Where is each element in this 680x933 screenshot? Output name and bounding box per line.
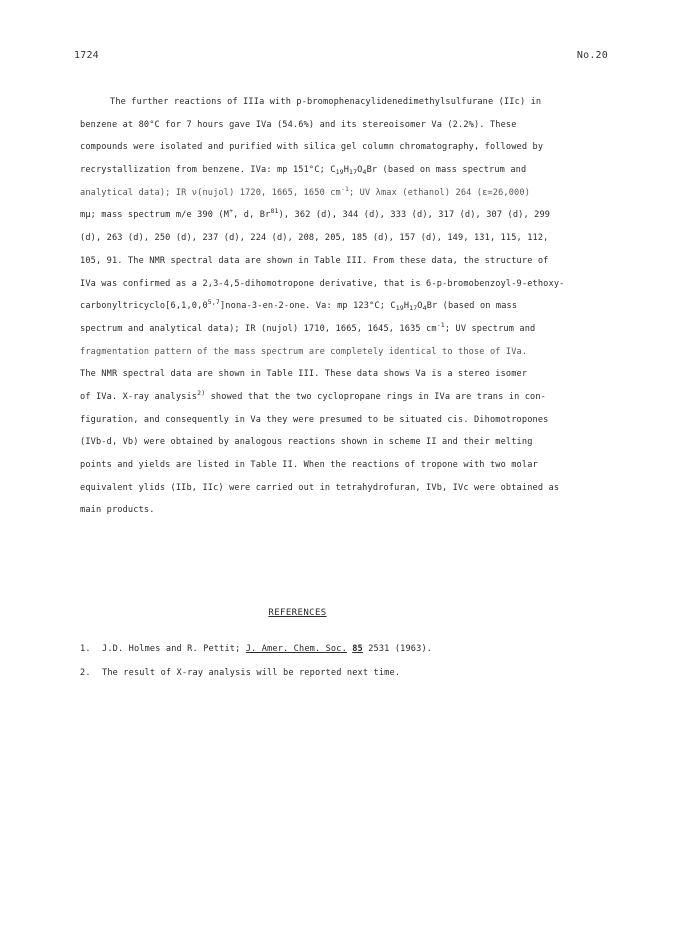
issue-number: No.20 bbox=[576, 50, 608, 61]
text-line: 105, 91. The NMR spectral data are shown in Table III. From these data, the structure of bbox=[80, 255, 549, 266]
text-line: figuration, and consequently in Va they were presumed to be situated cis. Dihomotropones bbox=[80, 414, 549, 425]
text-line: The further reactions of IIIa with p-bromophenacylidenedimethylsulfurane (IIc) in bbox=[110, 97, 542, 107]
text-line: benzene at 80°C for 7 hours gave IVa (54.6%) and its stereoisomer Va (2.2%). These bbox=[80, 119, 517, 130]
text-line: analytical data); IR ν(nujol) 1720, 1665, 1650 $cm^{-1}$; UV λmax (ethanol) 264 (ε=26,000) bbox=[80, 184, 531, 198]
text-line: main products. bbox=[80, 505, 155, 516]
text-line: points and yields are listed in Table II. When the reactions of tropone with two molar bbox=[80, 460, 538, 470]
text-line: equivalent ylids (IIb, IIc) were carried out in tetrahydrofuran, IVb, IVc were obtained as bbox=[80, 482, 560, 493]
body-paragraph bbox=[80, 91, 600, 522]
text-line: IVa was confirmed as a 2,3-4,5-dihomotropone derivative, that is 6-p-bromobenzoyl-9-ethoxy- bbox=[80, 278, 565, 289]
text-line: spectrum and analytical data); IR (nujol) 1710, 1665, 1645, 1635 $cm^{-1}$; UV spectrum and bbox=[80, 320, 536, 334]
journal-volume: 85 bbox=[352, 644, 363, 654]
page-number: 1724 bbox=[74, 50, 99, 61]
text-line: (IVb-d, Vb) were obtained by analogous reactions shown in scheme II and their melting bbox=[80, 437, 533, 448]
text-line: compounds were isolated and purified with silica gel column chromatography, followed by bbox=[80, 142, 544, 153]
text-line: of IVa. X-ray analysis$^{2)}$ showed that the two cyclopropane rings in IVa are trans in con- bbox=[80, 388, 547, 402]
reference-item: 1. J.D. Holmes and R. Pettit; J. Amer. Chem. Soc. 85 2531 (1963). bbox=[80, 644, 433, 654]
reference-item: 2. The result of X-ray analysis will be reported next time. bbox=[80, 668, 401, 678]
journal-name: J. Amer. Chem. Soc. bbox=[245, 644, 347, 654]
text-line: (d), 263 (d), 250 (d), 237 (d), 224 (d), 208, 205, 185 (d), 157 (d), 149, 131, 115, 112, bbox=[80, 233, 549, 244]
text-line: mμ; mass spectrum m/e 390 (M+, d, Br$^{81}$), 362 (d), 344 (d), 333 (d), 317 (d), 307 (d), 299 bbox=[80, 207, 551, 221]
text-line: The NMR spectral data are shown in Table III. These data shows Va is a stereo isomer bbox=[80, 369, 528, 380]
text-line: fragmentation pattern of the mass spectrum are completely identical to those of IVa. bbox=[80, 346, 528, 357]
references-heading: REFERENCES bbox=[268, 608, 327, 618]
text-line: carbonyltricyclo[6,1,0,0$^{5,7}$]nona-3-en-2-one. Va: mp 123°C; $C_{19}H_{17}O_4Br$ (based on mass bbox=[80, 298, 518, 313]
text-line: recrystallization from benzene. IVa: mp 151°C; $C_{19}H_{17}O_4Br$ (based on mass spectrum and bbox=[80, 165, 527, 177]
